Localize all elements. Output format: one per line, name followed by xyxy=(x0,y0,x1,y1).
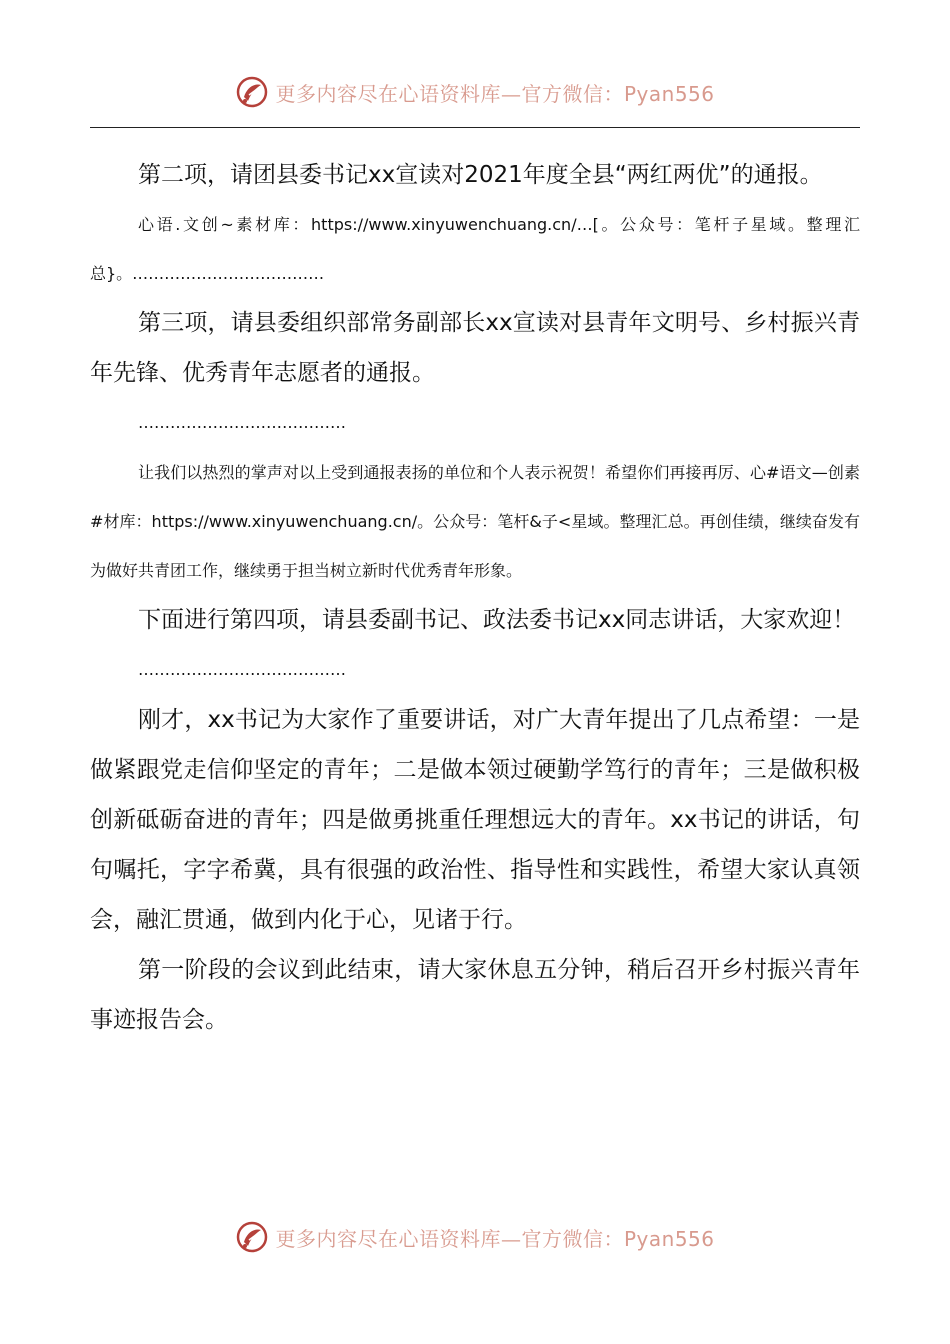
source-note-1: 心语.文创~素材库：https://www.xinyuwenchuang.cn/…[。公众号：笔杆子星域。整理汇总}。……………………………… xyxy=(90,215,860,283)
footer-banner xyxy=(0,1217,950,1257)
source-note-2: 让我们以热烈的掌声对以上受到通报表扬的单位和个人表示祝贺！希望你们再接再厉、心#语文—创素#材库：https://www.xinyuwenchuang.cn/。公众号：笔杆&子<星域。整理汇总。再创佳绩，继续奋发有为做好共青团工作，继续勇于担当树立新时代优秀青年形象。 xyxy=(90,463,860,580)
ellipsis-divider-2: ………………………………… xyxy=(138,660,346,679)
paragraph-item-2: 第二项，请团县委书记xx宣读对2021年度全县“两红两优”的通报。 xyxy=(138,162,823,188)
footer-banner-label: 更多内容尽在心语资料库—官方微信： xyxy=(275,1226,624,1251)
header-banner xyxy=(0,72,950,112)
logo-icon xyxy=(235,1220,269,1254)
header-banner-text xyxy=(275,78,714,107)
paragraph-closing: 第一阶段的会议到此结束，请大家休息五分钟，稍后召开乡村振兴青年事迹报告会。 xyxy=(90,957,860,1033)
paragraph-item-4: 下面进行第四项，请县委副书记、政法委书记xx同志讲话，大家欢迎！ xyxy=(138,607,856,633)
header-wechat-id: Pyan556 xyxy=(623,81,715,106)
document-body xyxy=(90,150,860,1045)
paragraph-item-3: 第三项，请县委组织部常务副部长xx宣读对县青年文明号、乡村振兴青年先锋、优秀青年志愿者的通报。 xyxy=(90,310,860,386)
header-banner-label: 更多内容尽在心语资料库—官方微信： xyxy=(275,81,624,106)
logo-icon xyxy=(235,75,269,109)
ellipsis-divider-1: ………………………………… xyxy=(138,413,346,432)
header-divider xyxy=(90,127,860,128)
footer-banner-text xyxy=(275,1223,714,1252)
paragraph-summary: 刚才，xx书记为大家作了重要讲话，对广大青年提出了几点希望：一是做紧跟党走信仰坚定的青年；二是做本领过硬勤学笃行的青年；三是做积极创新砥砺奋进的青年；四是做勇挑重任理想远大的青年。xx书记的讲话，句句嘱托，字字希冀，具有很强的政治性、指导性和实践性，希望大家认真领会，融汇贯通，做到内化于心，见诸于行。 xyxy=(90,707,860,933)
footer-wechat-id: Pyan556 xyxy=(623,1226,715,1251)
